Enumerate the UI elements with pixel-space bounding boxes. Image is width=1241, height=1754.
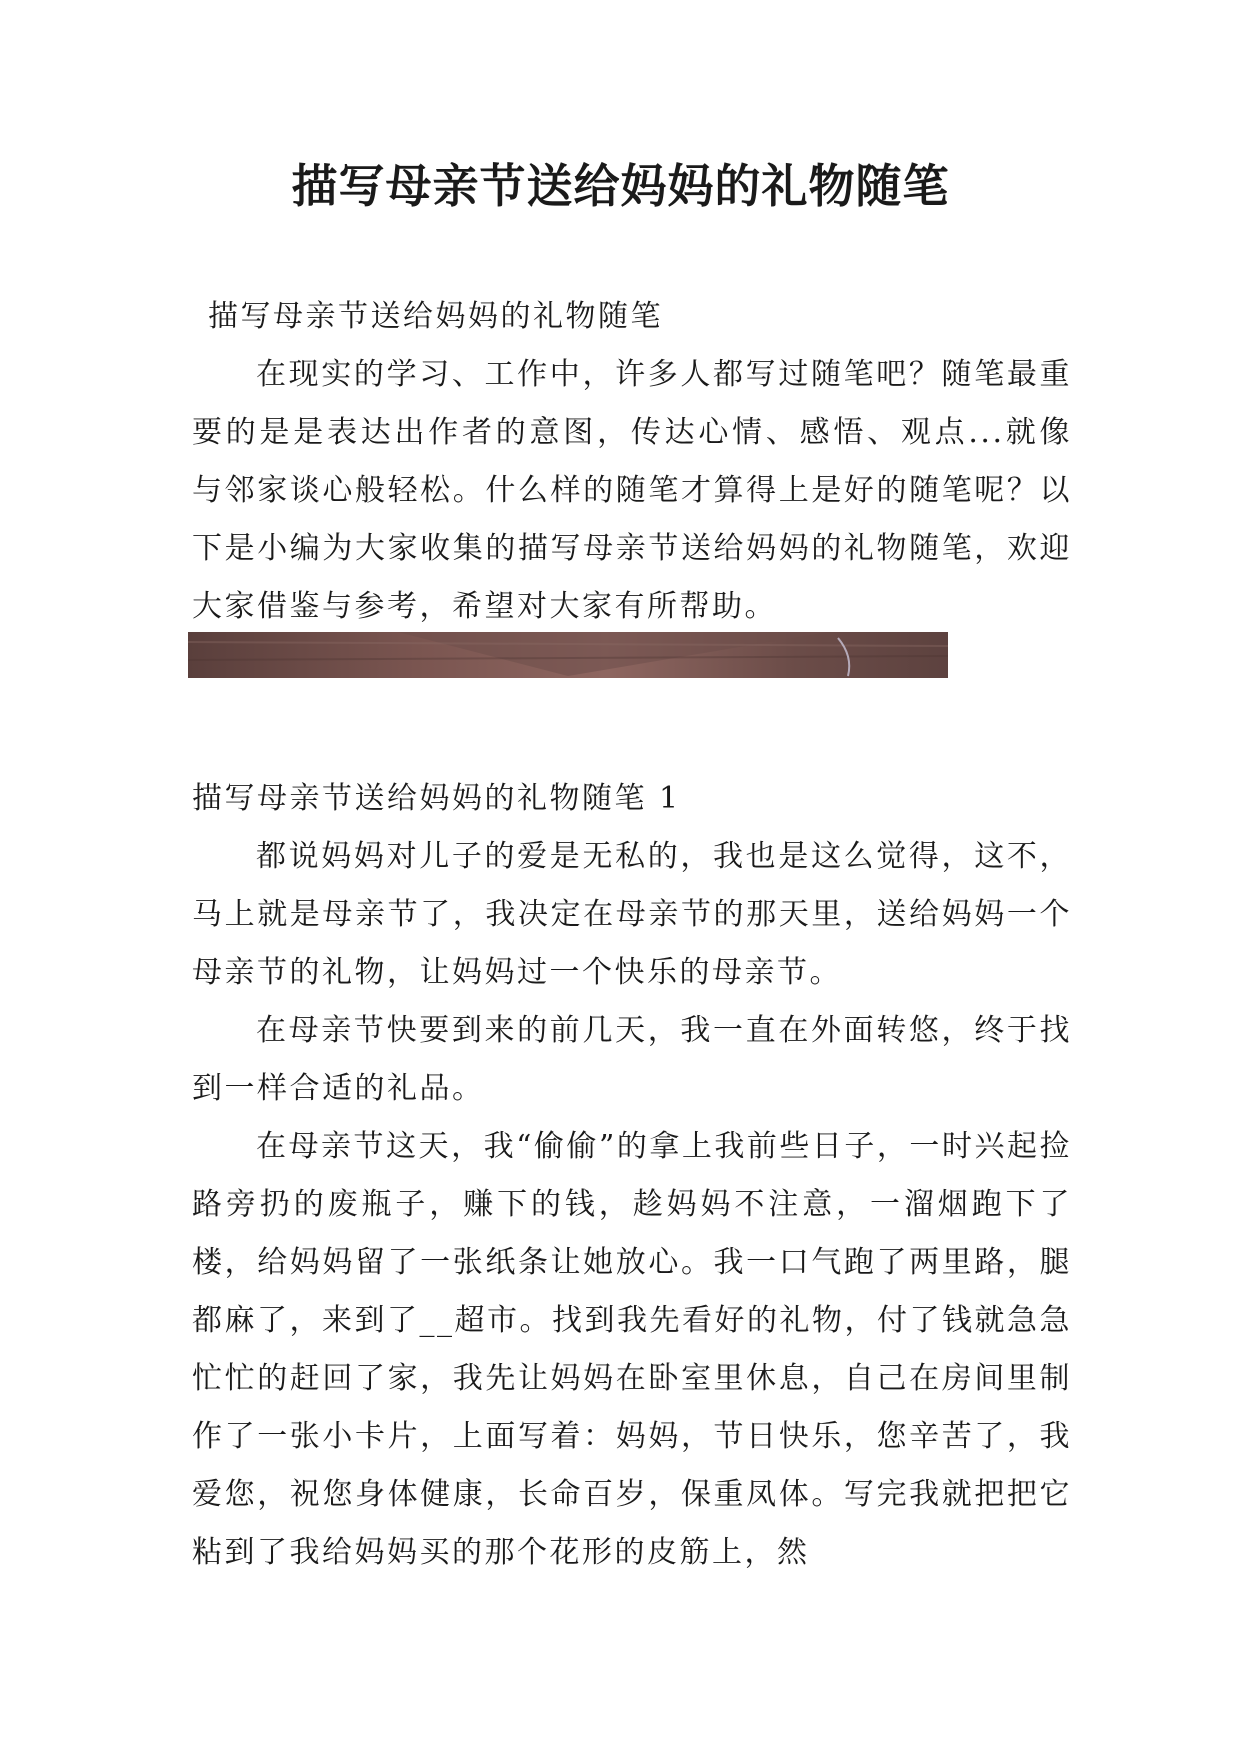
document-title: 描写母亲节送给妈妈的礼物随笔 [291, 159, 950, 213]
document-subtitle: 描写母亲节送给妈妈的礼物随笔 [208, 299, 663, 334]
banner-image [188, 632, 948, 678]
body-paragraph: 在母亲节快要到来的前几天，我一直在外面转悠，终于找到一样合适的礼品。 [192, 1013, 1072, 1106]
intro-paragraph: 在现实的学习、工作中，许多人都写过随笔吧？随笔最重要的是是表达出作者的意图，传达心情、感悟、观点...就像与邻家谈心般轻松。什么样的随笔才算得上是好的随笔呢？以下是小编为大家收集的描写母亲节送给妈妈的礼物随笔，欢迎大家借鉴与参考，希望对大家有所帮助。 [192, 357, 1072, 624]
body-paragraph: 在母亲节这天，我“偷偷”的拿上我前些日子，一时兴起捡路旁扔的废瓶子，赚下的钱，趁妈妈不注意，一溜烟跑下了楼，给妈妈留了一张纸条让她放心。我一口气跑了两里路，腿都麻了，来到了__超市。找到我先看好的礼物，付了钱就急急忙忙的赶回了家，我先让妈妈在卧室里休息，自己在房间里制作了一张小卡片，上面写着：妈妈，节日快乐，您辛苦了，我爱您，祝您身体健康，长命百岁，保重凤体。写完我就把把它粘到了我给妈妈买的那个花形的皮筋上，然 [192, 1129, 1072, 1570]
section-heading: 描写母亲节送给妈妈的礼物随笔 1 [192, 781, 681, 816]
body-paragraph: 都说妈妈对儿子的爱是无私的，我也是这么觉得，这不，马上就是母亲节了，我决定在母亲节的那天里，送给妈妈一个母亲节的礼物，让妈妈过一个快乐的母亲节。 [192, 839, 1072, 990]
document-body [192, 288, 1072, 1582]
